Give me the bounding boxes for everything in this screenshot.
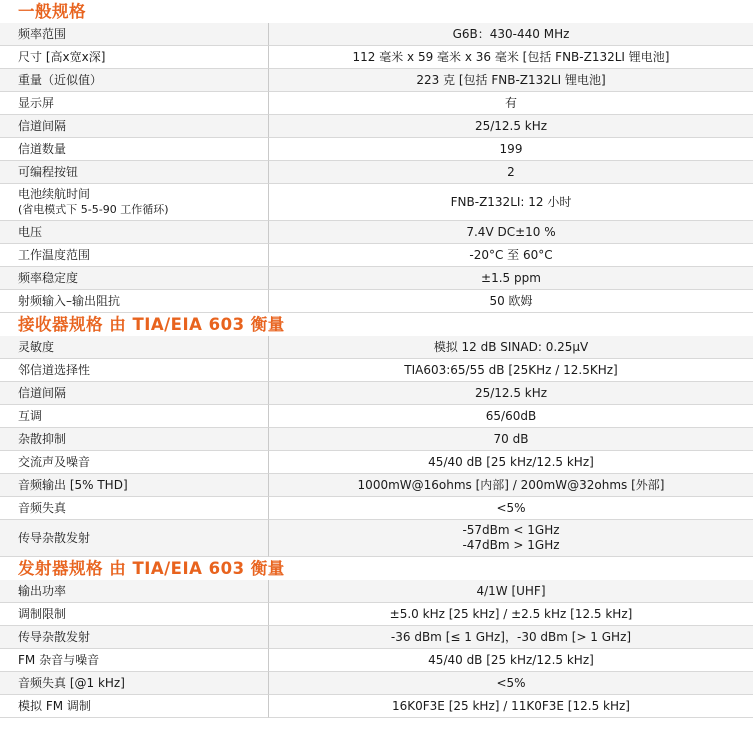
spec-label-cell (0, 359, 268, 382)
spec-label-cell (0, 603, 268, 626)
spec-value: 45/40 dB [25 kHz/12.5 kHz] (428, 652, 594, 667)
spec-label-cell (0, 649, 268, 672)
spec-label-cell (0, 267, 268, 290)
spec-label: 可编程按钮 (18, 164, 79, 179)
spec-table (0, 580, 753, 718)
spec-label: 灵敏度 (18, 339, 55, 354)
spec-label-cell (0, 23, 268, 46)
spec-label-cell (0, 290, 268, 313)
spec-label-note: (省电模式下 5-5-90 工作循环) (18, 203, 169, 216)
spec-value: 16K0F3E [25 kHz] / 11K0F3E [12.5 kHz] (392, 698, 630, 713)
spec-row (0, 69, 753, 92)
spec-label: 尺寸 [高x宽x深] (18, 49, 106, 64)
spec-value-cell (268, 69, 753, 92)
spec-row (0, 520, 753, 557)
spec-value-cell (268, 451, 753, 474)
spec-row (0, 603, 753, 626)
spec-value-cell (268, 336, 753, 359)
section-title: 接收器规格 由 TIA/EIA 603 衡量 (18, 315, 285, 334)
spec-label-cell (0, 474, 268, 497)
spec-label: 信道间隔 (18, 385, 67, 400)
spec-row (0, 267, 753, 290)
spec-value: ±5.0 kHz [25 kHz] / ±2.5 kHz [12.5 kHz] (389, 606, 633, 621)
spec-value-cell (268, 382, 753, 405)
spec-label: 重量（近似值） (18, 72, 103, 87)
section-title: 发射器规格 由 TIA/EIA 603 衡量 (18, 559, 285, 578)
spec-value: TIA603:65/55 dB [25KHz / 12.5KHz] (404, 362, 618, 377)
spec-value-cell (268, 46, 753, 69)
spec-value-cell (268, 92, 753, 115)
spec-label: 信道间隔 (18, 118, 67, 133)
spec-value: -36 dBm [≤ 1 GHz]，-30 dBm [> 1 GHz] (390, 629, 632, 644)
spec-value: 25/12.5 kHz (474, 385, 548, 400)
spec-label: 音频失真 [@1 kHz] (18, 675, 125, 690)
spec-value: <5% (496, 500, 526, 515)
spec-label-cell (0, 92, 268, 115)
spec-label-cell (0, 69, 268, 92)
spec-row (0, 23, 753, 46)
spec-value-cell (268, 603, 753, 626)
spec-row (0, 451, 753, 474)
spec-value-cell (268, 497, 753, 520)
spec-label-cell (0, 184, 268, 221)
spec-row (0, 115, 753, 138)
spec-label: 射频输入–输出阻抗 (18, 293, 121, 308)
spec-label: 电压 (18, 224, 43, 239)
spec-value: 有 (504, 95, 517, 110)
spec-label-cell (0, 672, 268, 695)
spec-label: 频率范围 (18, 26, 67, 41)
spec-row (0, 580, 753, 603)
spec-label-cell (0, 695, 268, 718)
spec-row (0, 382, 753, 405)
spec-label-cell (0, 336, 268, 359)
spec-value-cell (268, 184, 753, 221)
spec-value-cell (268, 23, 753, 46)
spec-value-cell (268, 580, 753, 603)
spec-value: 1000mW@16ohms [内部] / 200mW@32ohms [外部] (357, 477, 665, 492)
spec-label-cell (0, 46, 268, 69)
spec-label-cell (0, 580, 268, 603)
spec-label-cell (0, 405, 268, 428)
spec-row (0, 695, 753, 718)
spec-table (0, 336, 753, 557)
spec-row (0, 497, 753, 520)
spec-value: -20°C 至 60°C (469, 247, 553, 262)
spec-label-cell (0, 161, 268, 184)
spec-value-cell (268, 695, 753, 718)
spec-row (0, 428, 753, 451)
spec-row (0, 649, 753, 672)
spec-table (0, 23, 753, 313)
spec-label-cell (0, 138, 268, 161)
spec-label: 模拟 FM 调制 (18, 698, 91, 713)
spec-value: <5% (496, 675, 526, 690)
spec-label: 传导杂散发射 (18, 530, 91, 545)
spec-label-cell (0, 497, 268, 520)
spec-value-cell (268, 428, 753, 451)
spec-row (0, 672, 753, 695)
spec-label: 电池续航时间 (18, 187, 91, 201)
spec-row (0, 290, 753, 313)
spec-value: 25/12.5 kHz (474, 118, 548, 133)
spec-label-cell (0, 520, 268, 557)
spec-row (0, 46, 753, 69)
spec-value: 4/1W [UHF] (476, 583, 546, 598)
spec-value-cell (268, 474, 753, 497)
spec-row (0, 161, 753, 184)
spec-row (0, 336, 753, 359)
spec-label: 显示屏 (18, 95, 55, 110)
spec-label: 互调 (18, 408, 43, 423)
spec-value: G6B：430-440 MHz (452, 26, 570, 41)
spec-value-cell (268, 115, 753, 138)
spec-label: 杂散抑制 (18, 431, 67, 446)
spec-row (0, 184, 753, 221)
spec-value: FNB-Z132LI: 12 小时 (450, 194, 572, 209)
spec-value-cell (268, 267, 753, 290)
spec-value-cell (268, 649, 753, 672)
spec-label: FM 杂音与噪音 (18, 652, 100, 667)
spec-value: 7.4V DC±10 % (466, 224, 556, 239)
spec-label: 音频失真 (18, 500, 67, 515)
spec-value: 模拟 12 dB SINAD: 0.25μV (433, 339, 589, 354)
spec-label: 工作温度范围 (18, 247, 91, 262)
spec-value-cell (268, 672, 753, 695)
spec-label: 信道数量 (18, 141, 67, 156)
spec-value-cell (268, 244, 753, 267)
spec-label-cell (0, 244, 268, 267)
spec-value: 2 (507, 164, 515, 179)
spec-label: 输出功率 (18, 583, 67, 598)
spec-value: 50 欧姆 (489, 293, 533, 308)
spec-label: 交流声及噪音 (18, 454, 91, 469)
spec-value-cell (268, 359, 753, 382)
spec-row (0, 221, 753, 244)
spec-row (0, 359, 753, 382)
spec-value: 65/60dB (485, 408, 537, 423)
spec-value-cell (268, 290, 753, 313)
spec-label: 传导杂散发射 (18, 629, 91, 644)
spec-value: 70 dB (493, 431, 529, 446)
spec-value: 199 (499, 141, 523, 156)
spec-label-cell (0, 221, 268, 244)
spec-label: 频率稳定度 (18, 270, 79, 285)
spec-value: ±1.5 ppm (481, 270, 541, 285)
spec-label-cell (0, 382, 268, 405)
spec-row (0, 92, 753, 115)
spec-label-cell (0, 451, 268, 474)
spec-value: 112 毫米 x 59 毫米 x 36 毫米 [包括 FNB-Z132LI 锂电池] (352, 49, 670, 64)
spec-label: 调制限制 (18, 606, 67, 621)
spec-label-cell (0, 428, 268, 451)
spec-label-cell (0, 115, 268, 138)
spec-row (0, 138, 753, 161)
spec-row (0, 405, 753, 428)
spec-value-cell (268, 520, 753, 557)
spec-value-cell (268, 138, 753, 161)
spec-value: 45/40 dB [25 kHz/12.5 kHz] (428, 454, 594, 469)
spec-label-cell (0, 626, 268, 649)
spec-label: 音频输出 [5% THD] (18, 477, 128, 492)
spec-label: 邻信道选择性 (18, 362, 91, 377)
spec-value-cell (268, 626, 753, 649)
section-title: 一般规格 (18, 2, 86, 21)
spec-value-cell (268, 161, 753, 184)
spec-value: 223 克 [包括 FNB-Z132LI 锂电池] (416, 72, 606, 87)
spec-row (0, 626, 753, 649)
spec-value: -57dBm < 1GHz (462, 523, 560, 537)
spec-row (0, 244, 753, 267)
spec-value-cell (268, 405, 753, 428)
spec-row (0, 474, 753, 497)
spec-value-cell (268, 221, 753, 244)
spec-value-line2: -47dBm > 1GHz (462, 538, 560, 552)
